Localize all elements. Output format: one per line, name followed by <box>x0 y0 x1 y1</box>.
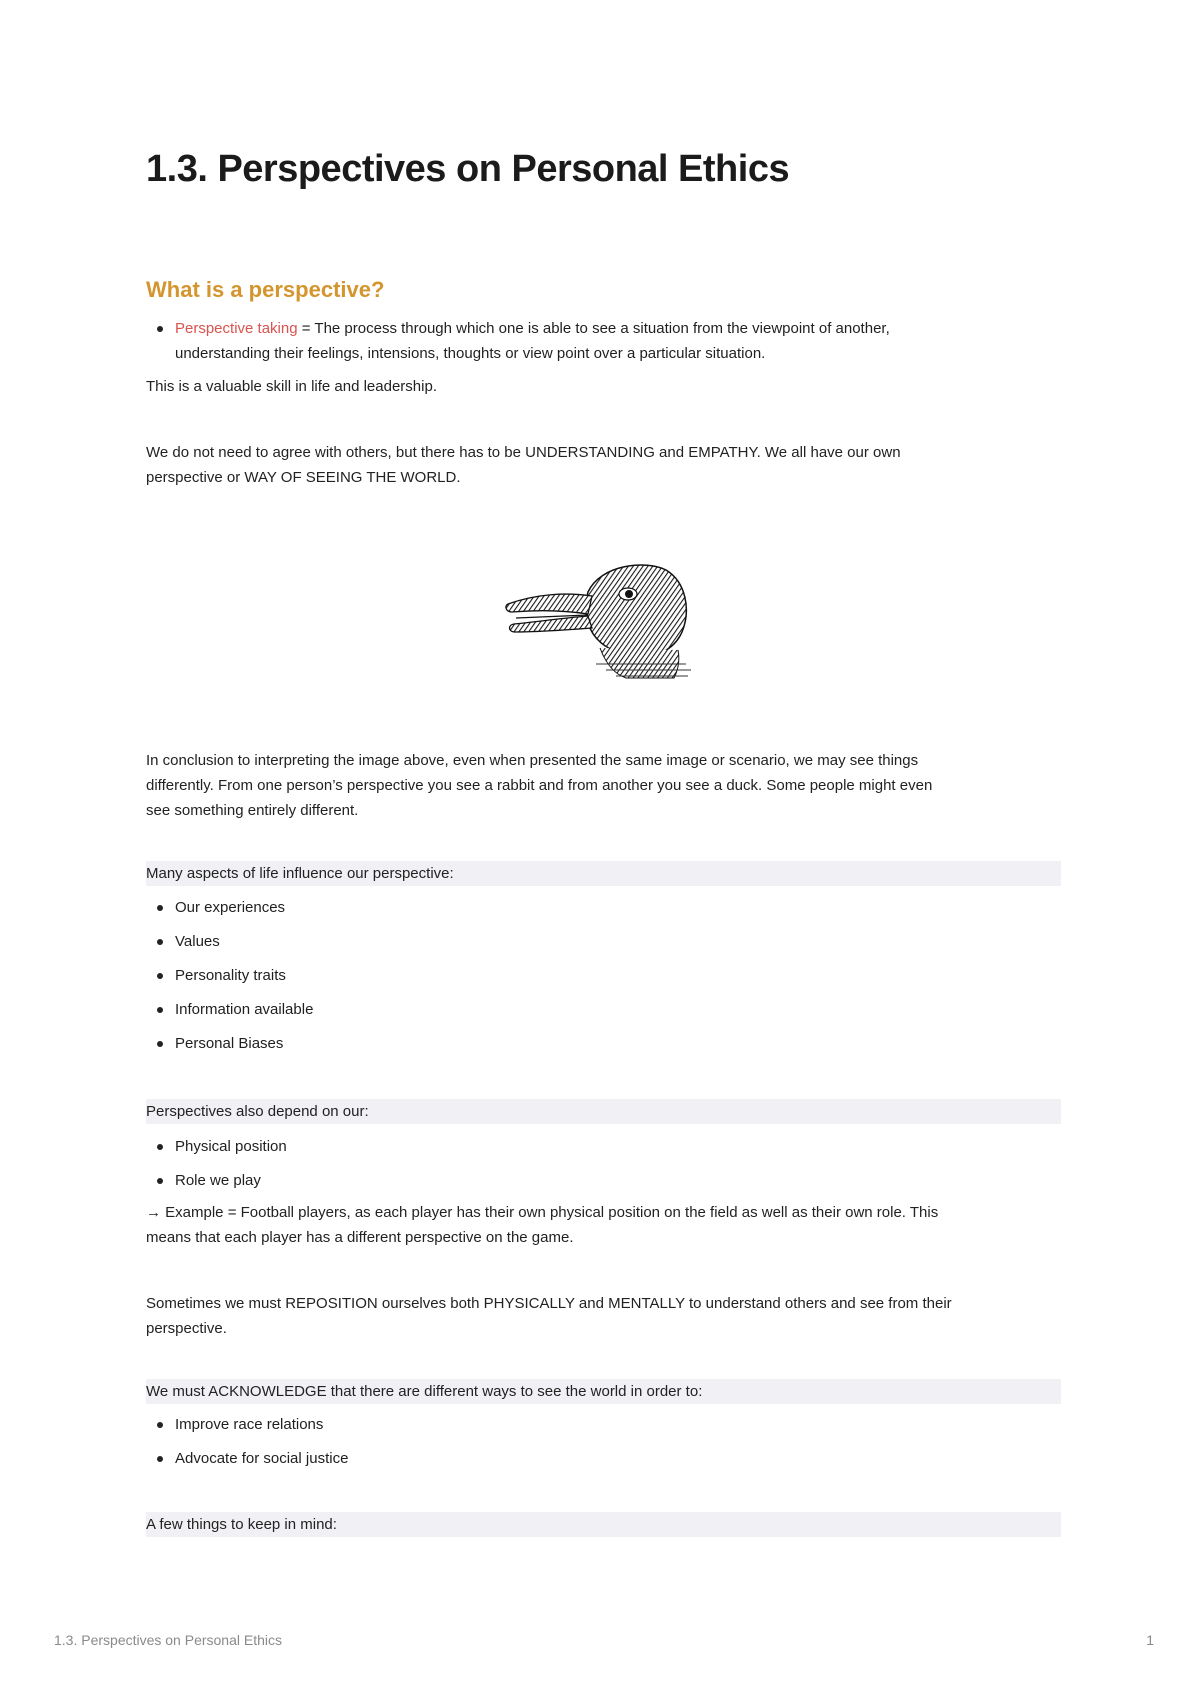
paragraph <box>146 748 1061 823</box>
section-heading: What is a perspective? <box>146 277 385 302</box>
list-item: Advocate for social justice <box>146 1446 1061 1471</box>
paragraph-line: → Example = Football players, as each player has their own physical position on the field as well as their own role. This <box>146 1204 939 1221</box>
page-title: 1.3. Perspectives on Personal Ethics <box>146 148 790 190</box>
example-paragraph <box>146 1200 1061 1250</box>
definition-text-cont: understanding their feelings, intensions, thoughts or view point over a particular situation. <box>175 345 766 362</box>
duck-rabbit-image <box>496 552 696 682</box>
paragraph-line: see something entirely different. <box>146 802 359 819</box>
definition-list <box>146 316 1061 366</box>
highlighted-heading: Perspectives also depend on our: <box>146 1099 1061 1124</box>
list-item: Physical position <box>146 1134 1061 1159</box>
highlighted-heading: A few things to keep in mind: <box>146 1512 1061 1537</box>
paragraph-line: means that each player has a different perspective on the game. <box>146 1229 574 1246</box>
paragraph-line: Sometimes we must REPOSITION ourselves both PHYSICALLY and MENTALLY to understand others and see from their <box>146 1295 952 1312</box>
list-item: Personality traits <box>146 963 1061 988</box>
list-item: Personal Biases <box>146 1031 1061 1056</box>
paragraph-line: perspective. <box>146 1320 227 1337</box>
definition-term: Perspective taking <box>175 320 298 337</box>
list-item: Role we play <box>146 1168 1061 1193</box>
paragraph-line: We do not need to agree with others, but there has to be UNDERSTANDING and EMPATHY. We all have our own <box>146 444 901 461</box>
list-item: Improve race relations <box>146 1412 1061 1437</box>
aspects-list <box>146 895 1061 1056</box>
paragraph: This is a valuable skill in life and leadership. <box>146 378 437 395</box>
list-item: Our experiences <box>146 895 1061 920</box>
paragraph-line: differently. From one person’s perspective you see a rabbit and from another you see a duck. Some people might even <box>146 777 933 794</box>
paragraph <box>146 1291 1061 1341</box>
list-item: Values <box>146 929 1061 954</box>
definition-text: = The process through which one is able to see a situation from the viewpoint of another, <box>297 320 890 337</box>
depend-list <box>146 1134 1061 1193</box>
highlighted-heading: We must ACKNOWLEDGE that there are different ways to see the world in order to: <box>146 1379 1061 1404</box>
paragraph-line: perspective or WAY OF SEEING THE WORLD. <box>146 469 461 486</box>
footer-title: 1.3. Perspectives on Personal Ethics <box>54 1632 283 1648</box>
list-item: Information available <box>146 997 1061 1022</box>
list-item <box>146 316 1061 366</box>
duck-rabbit-icon <box>496 552 696 682</box>
page-number: 1 <box>1146 1632 1154 1648</box>
highlighted-heading: Many aspects of life influence our perspective: <box>146 861 1061 886</box>
paragraph <box>146 440 1061 490</box>
acknowledge-list <box>146 1412 1061 1471</box>
paragraph-line: In conclusion to interpreting the image above, even when presented the same image or scenario, we may see things <box>146 752 919 769</box>
